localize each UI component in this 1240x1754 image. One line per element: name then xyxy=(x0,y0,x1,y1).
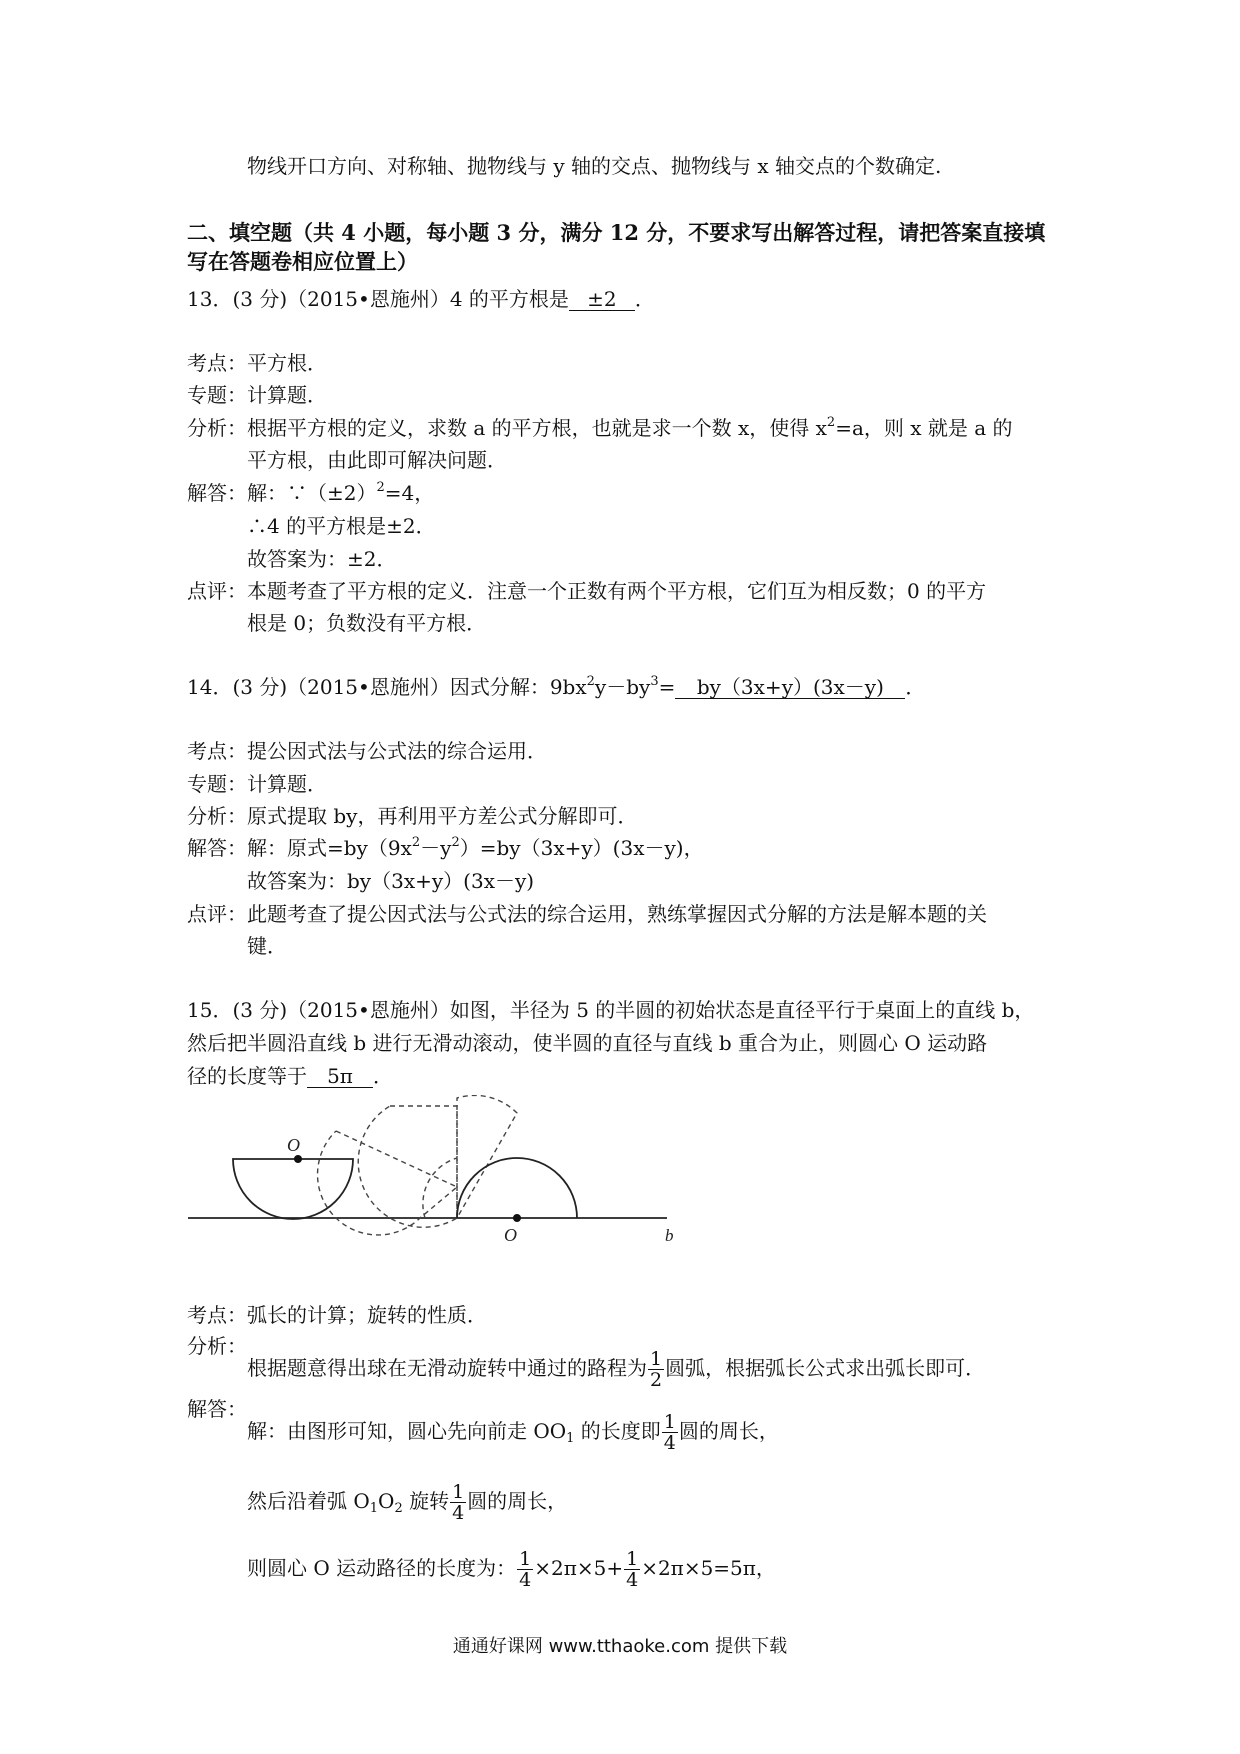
q15-jieda-2-part-b: 旋转 xyxy=(402,1489,450,1513)
q15-jieda-label: 解答： xyxy=(187,1397,247,1421)
q15-fenxi-part-a: 根据题意得出球在无滑动旋转中通过的路程为 xyxy=(247,1356,647,1380)
fraction-numerator: 1 xyxy=(452,1481,465,1503)
q13-fenxi-line-2: 平方根，由此即可解决问题． xyxy=(247,448,507,472)
q13-dianping-line-1: 点评：本题考查了平方根的定义．注意一个正数有两个平方根，它们互为相反数；0 的平方 xyxy=(187,579,987,603)
rolling-position-3 xyxy=(457,1095,517,1218)
q14-zhuanti: 专题：计算题． xyxy=(187,772,327,796)
q14-dianping-line-2: 键． xyxy=(247,934,287,958)
fraction-numerator: 1 xyxy=(663,1411,676,1433)
q14-jieda-sup-1: 2 xyxy=(411,835,421,850)
q15-jieda-1-part-a: 解：由图形可知，圆心先向前走 OO xyxy=(247,1419,567,1443)
q15-stem-line-3: 径的长度等于 5π ． xyxy=(187,1064,393,1088)
fraction-one-quarter xyxy=(624,1549,640,1590)
q15-kaodian: 考点：弧长的计算；旋转的性质． xyxy=(187,1303,487,1327)
q14-fenxi: 分析：原式提取 by，再利用平方差公式分解即可． xyxy=(187,804,638,828)
q15-jieda-3-part-b: ×2π×5+ xyxy=(534,1556,624,1580)
q15-stem-line-1: 15．(3 分)（2015•恩施州）如图，半径为 5 的半圆的初始状态是直径平行于桌面上的直线 b， xyxy=(187,998,1035,1022)
q13-stem-text: 13．(3 分)（2015•恩施州）4 的平方根是 xyxy=(187,287,569,311)
q14-jieda-line-2: 故答案为：by（3x+y）(3x－y) xyxy=(247,869,535,893)
final-center-label: O xyxy=(504,1225,517,1245)
rolling-semicircle-figure xyxy=(180,1095,690,1270)
fraction-denominator: 4 xyxy=(626,1569,639,1591)
q14-stem-part-c: = xyxy=(658,675,676,699)
q15-jieda-2-sub-2: 2 xyxy=(394,1501,403,1516)
final-center-dot xyxy=(513,1214,521,1222)
fraction-one-quarter xyxy=(450,1482,466,1523)
q14-jieda-line-1 xyxy=(187,835,704,861)
fraction-numerator: 1 xyxy=(519,1548,532,1570)
q15-stem-line-2: 然后把半圆沿直线 b 进行无滑动滚动，使半圆的直径与直线 b 重合为止，则圆心 O 运动路 xyxy=(187,1031,988,1055)
q14-dianping-line-1: 点评：此题考查了提公因式法与公式法的综合运用，熟练掌握因式分解的方法是解本题的关 xyxy=(187,902,987,926)
q13-stem: 13．(3 分)（2015•恩施州）4 的平方根是 ±2 ． xyxy=(187,287,655,311)
q13-jieda-part-b: =4， xyxy=(384,481,435,505)
q15-jieda-2-part-c: 圆的周长， xyxy=(467,1489,568,1513)
fraction-one-quarter xyxy=(662,1412,678,1453)
q14-kaodian: 考点：提公因式法与公式法的综合运用． xyxy=(187,739,547,763)
page-footer: 通通好课网 www.tthaoke.com 提供下载 xyxy=(452,1636,788,1657)
section-heading-line-1: 二、填空题（共 4 小题，每小题 3 分，满分 12 分，不要求写出解答过程，请把答案直接填 xyxy=(187,220,1046,245)
fraction-numerator: 1 xyxy=(626,1548,639,1570)
initial-center-dot xyxy=(294,1155,302,1163)
q15-jieda-line-3 xyxy=(247,1541,776,1595)
q15-fenxi-label: 分析： xyxy=(187,1334,247,1358)
fraction-one-quarter xyxy=(517,1549,533,1590)
fraction-denominator: 2 xyxy=(650,1369,663,1391)
q15-jieda-2-sub-1: 1 xyxy=(369,1501,379,1516)
q14-answer: by（3x+y）(3x－y) xyxy=(675,676,905,699)
section-heading-line-2: 写在答题卷相应位置上） xyxy=(187,249,418,274)
q15-fenxi-part-b: 圆弧，根据弧长公式求出弧长即可． xyxy=(665,1356,986,1380)
rolling-position-4 xyxy=(423,1158,457,1218)
q13-jieda-line-3: 故答案为：±2． xyxy=(247,547,397,571)
q15-stem-part: 径的长度等于 xyxy=(187,1064,307,1088)
q15-jieda-3-part-c: ×2π×5=5π， xyxy=(641,1556,776,1580)
q13-fenxi-line-1 xyxy=(187,415,1013,441)
q13-dianping-line-2: 根是 0；负数没有平方根． xyxy=(247,611,487,635)
q13-fenxi-part-b: =a，则 x 就是 a 的 xyxy=(835,416,1013,440)
q14-stem-sup-3: 3 xyxy=(650,674,659,689)
q13-kaodian: 考点：平方根． xyxy=(187,351,327,375)
q13-jieda-part-a: 解答：解：∵（±2） xyxy=(187,481,377,505)
line-b-label: b xyxy=(665,1226,674,1245)
q13-zhuanti: 专题：计算题． xyxy=(187,383,327,407)
q14-jieda-part-a: 解答：解：原式=by（9x xyxy=(187,836,412,860)
rolling-position-2 xyxy=(358,1106,457,1227)
q15-jieda-1-part-c: 圆的周长， xyxy=(678,1419,779,1443)
q15-jieda-2-mid: O xyxy=(378,1489,395,1513)
fraction-denominator: 4 xyxy=(519,1569,532,1591)
final-semicircle xyxy=(457,1158,577,1218)
q15-jieda-line-2 xyxy=(247,1474,567,1528)
q13-fenxi-part-a: 分析：根据平方根的定义，求数 a 的平方根，也就是求一个数 x，使得 x xyxy=(187,416,827,440)
q13-answer: ±2 xyxy=(569,288,635,311)
q14-jieda-sup-2: 2 xyxy=(451,835,460,850)
q13-jieda-sup: 2 xyxy=(376,480,385,495)
q14-stem-sup-2: 2 xyxy=(586,674,595,689)
initial-center-label: O xyxy=(287,1135,300,1155)
fraction-denominator: 4 xyxy=(663,1432,676,1454)
q15-jieda-2-part-a: 然后沿着弧 O xyxy=(247,1489,370,1513)
rolling-position-1 xyxy=(318,1131,457,1235)
q14-jieda-part-b: －y xyxy=(420,836,452,860)
q15-jieda-3-part-a: 则圆心 O 运动路径的长度为： xyxy=(247,1556,517,1580)
initial-semicircle xyxy=(233,1159,353,1219)
q15-jieda-1-part-b: 的长度即 xyxy=(574,1419,661,1443)
q13-fenxi-sup: 2 xyxy=(826,415,836,430)
q14-stem-part-b: y－by xyxy=(594,675,651,699)
fraction-denominator: 4 xyxy=(452,1502,465,1524)
q15-fenxi-body xyxy=(247,1341,985,1395)
q14-stem-part-a: 14．(3 分)（2015•恩施州）因式分解：9bx xyxy=(187,675,587,699)
fraction-one-half xyxy=(648,1349,664,1390)
fraction-numerator: 1 xyxy=(650,1348,663,1370)
q14-stem: 14．(3 分)（2015•恩施州）因式分解：$9bx^2y-by^3= by(3x+y)(3x-y)$ ． xyxy=(187,674,926,699)
q15-jieda-line-1 xyxy=(247,1404,779,1458)
intro-tail-text: 物线开口方向、对称轴、抛物线与 y 轴的交点、抛物线与 x 轴交点的个数确定. xyxy=(247,154,942,178)
q13-jieda-line-1 xyxy=(187,480,434,506)
q15-answer: 5π xyxy=(307,1065,373,1088)
q13-jieda-line-2: ∴4 的平方根是±2． xyxy=(247,514,436,538)
q14-jieda-part-c: ）=by（3x+y）(3x－y)， xyxy=(459,836,704,860)
q15-jieda-1-sub: 1 xyxy=(566,1431,575,1446)
